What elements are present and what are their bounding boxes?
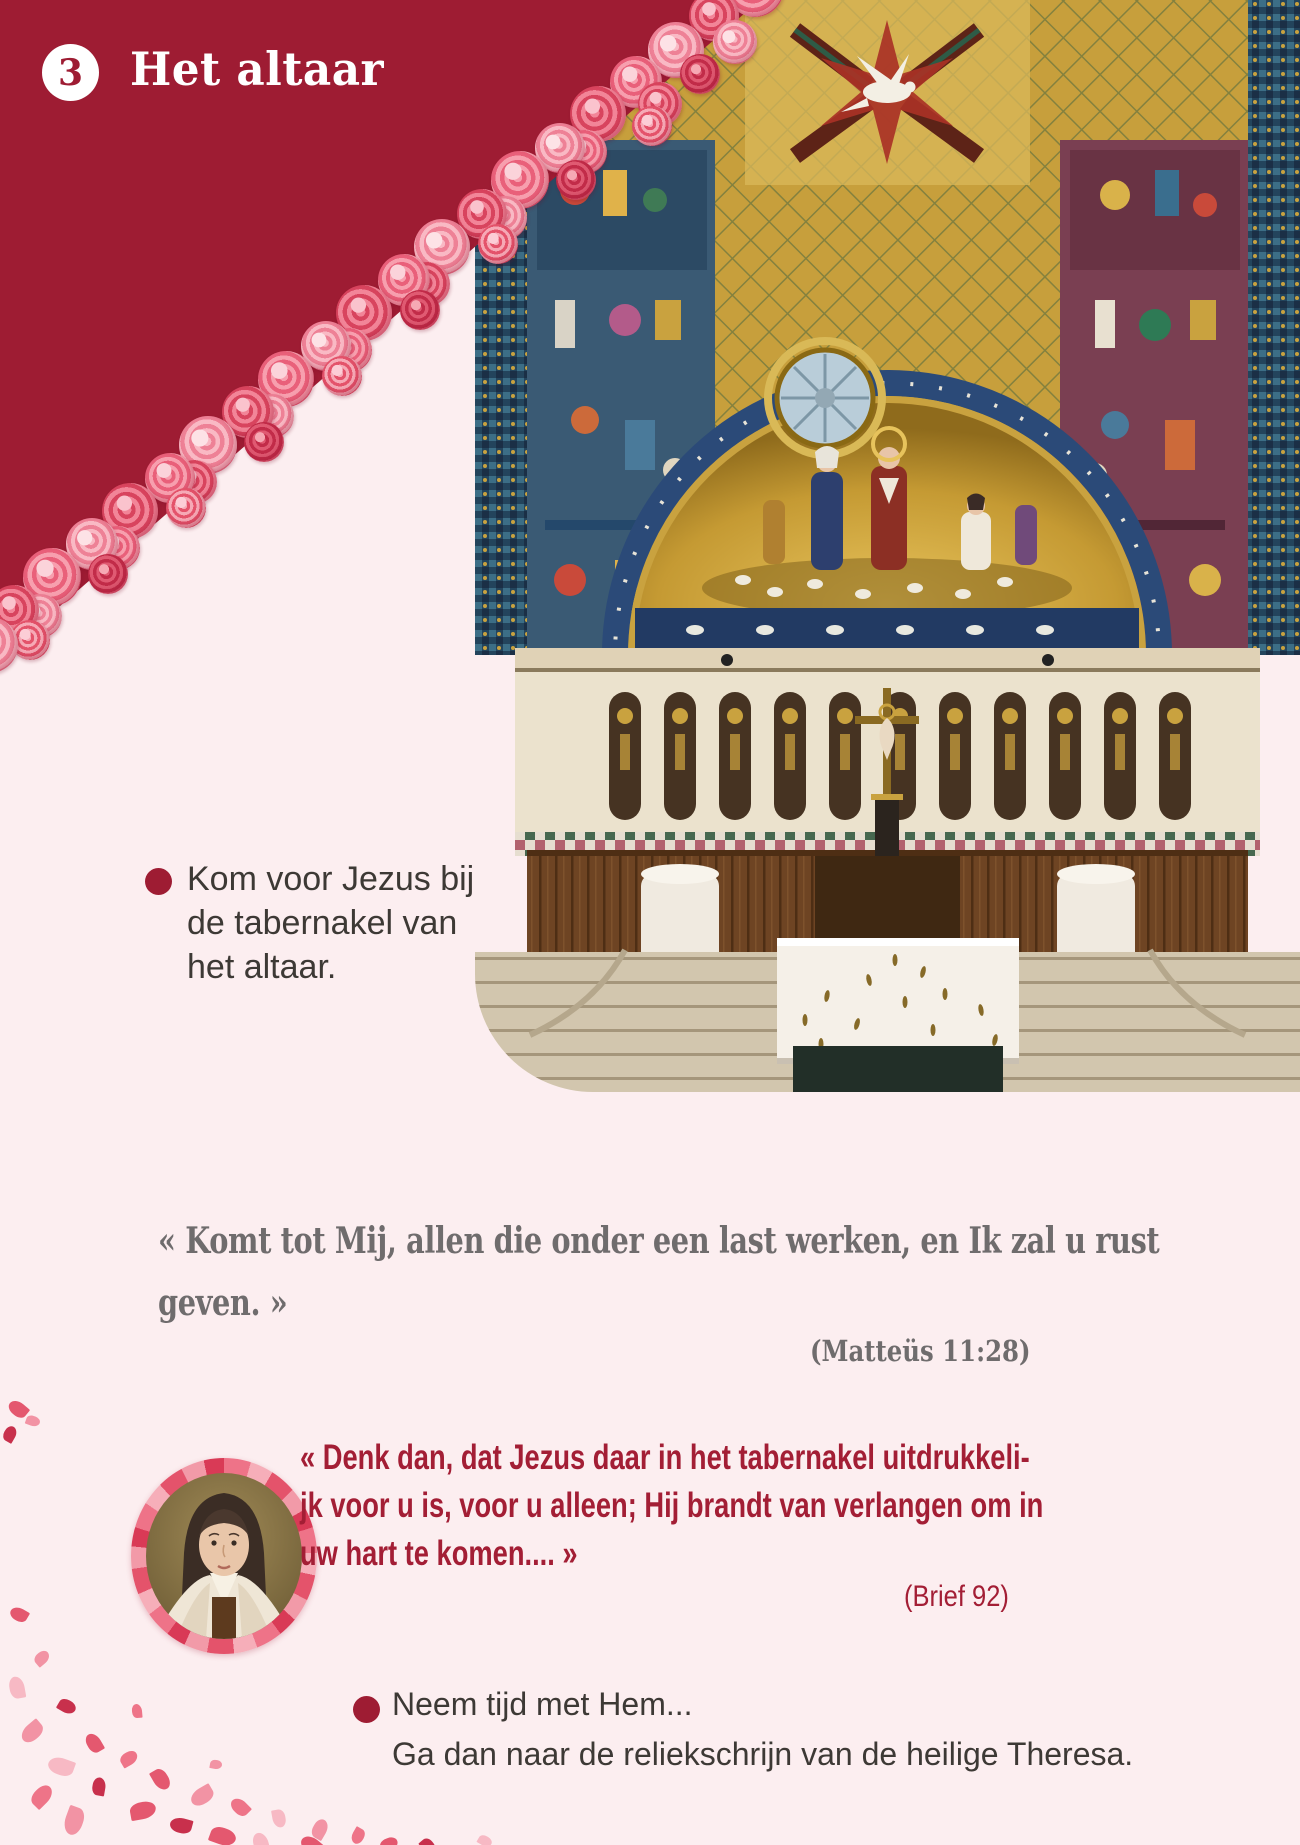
rose-icon [166, 488, 206, 528]
rose-icon [556, 160, 596, 200]
rose-icon [400, 290, 440, 330]
petal-icon [18, 1718, 47, 1746]
petal-icon [188, 1783, 217, 1809]
page-title: Het altaar [130, 42, 385, 96]
petal-icon [208, 1824, 238, 1845]
rose-garland [0, 0, 900, 760]
petal-icon [46, 1754, 76, 1779]
saint-quote-attribution: (Brief 92) [904, 1580, 1009, 1613]
petal-icon [83, 1731, 105, 1755]
petal-icon [8, 1604, 30, 1624]
rose-icon [680, 54, 720, 94]
petal-icon [349, 1826, 367, 1845]
intro-bullet-line: het altaar. [187, 948, 337, 986]
portrait-illustration [146, 1473, 302, 1639]
intro-bullet-line: de tabernakel van [187, 904, 458, 942]
saint-quote-line: « Denk dan, dat Jezus daar in het tabernakel uitdrukkeli- [300, 1438, 1030, 1477]
petal-icon [32, 1648, 52, 1667]
rose-icon [88, 554, 128, 594]
petal-icon [61, 1805, 87, 1837]
petal-icon [228, 1795, 252, 1819]
petal-icon [25, 1414, 42, 1428]
rose-icon [478, 224, 518, 264]
section-number-badge [42, 44, 99, 101]
bullet-dot [353, 1696, 380, 1723]
rose-icon [632, 106, 672, 146]
rose-icon [713, 20, 757, 64]
petal-icon [91, 1777, 107, 1797]
petal-icon [118, 1748, 140, 1768]
petal-icon [28, 1782, 56, 1810]
action-bullet-line: Ga dan naar de reliekschrijn van de heilige Theresa. [392, 1736, 1134, 1772]
petal-icon [209, 1759, 222, 1770]
petal-icon [476, 1833, 493, 1845]
petal-icon [131, 1704, 142, 1719]
rose-icon [244, 422, 284, 462]
petal-icon [129, 1800, 158, 1821]
saint-quote-line: jk voor u is, voor u alleen; Hij brandt van verlangen om in [300, 1486, 1044, 1525]
petal-icon [149, 1766, 173, 1793]
rose-icon [322, 356, 362, 396]
petal-icon [168, 1815, 193, 1835]
scripture-quote-line: « Komt tot Mij, allen die onder een last werken, en Ik zal u rust [158, 1220, 1160, 1262]
petal-icon [251, 1831, 271, 1845]
petal-icon [56, 1696, 78, 1716]
petal-icon [271, 1809, 287, 1829]
petal-icon [378, 1835, 399, 1845]
intro-bullet-line: Kom voor Jezus bij [187, 860, 475, 898]
bullet-dot [145, 868, 172, 895]
saint-therese-portrait-frame [131, 1458, 317, 1654]
section-number: 3 [57, 51, 84, 94]
altar [777, 938, 1019, 1092]
petal-icon [8, 1675, 27, 1699]
scripture-quote-line: geven. » [158, 1282, 288, 1324]
scripture-quote-attribution: (Matteüs 11:28) [810, 1334, 1031, 1368]
saint-therese-portrait [146, 1473, 302, 1639]
petal-icon [418, 1836, 437, 1845]
petal-icon [1, 1424, 19, 1444]
saint-quote-line: uw hart te komen.... » [300, 1534, 578, 1573]
action-bullet-line: Neem tijd met Hem... [392, 1686, 693, 1722]
